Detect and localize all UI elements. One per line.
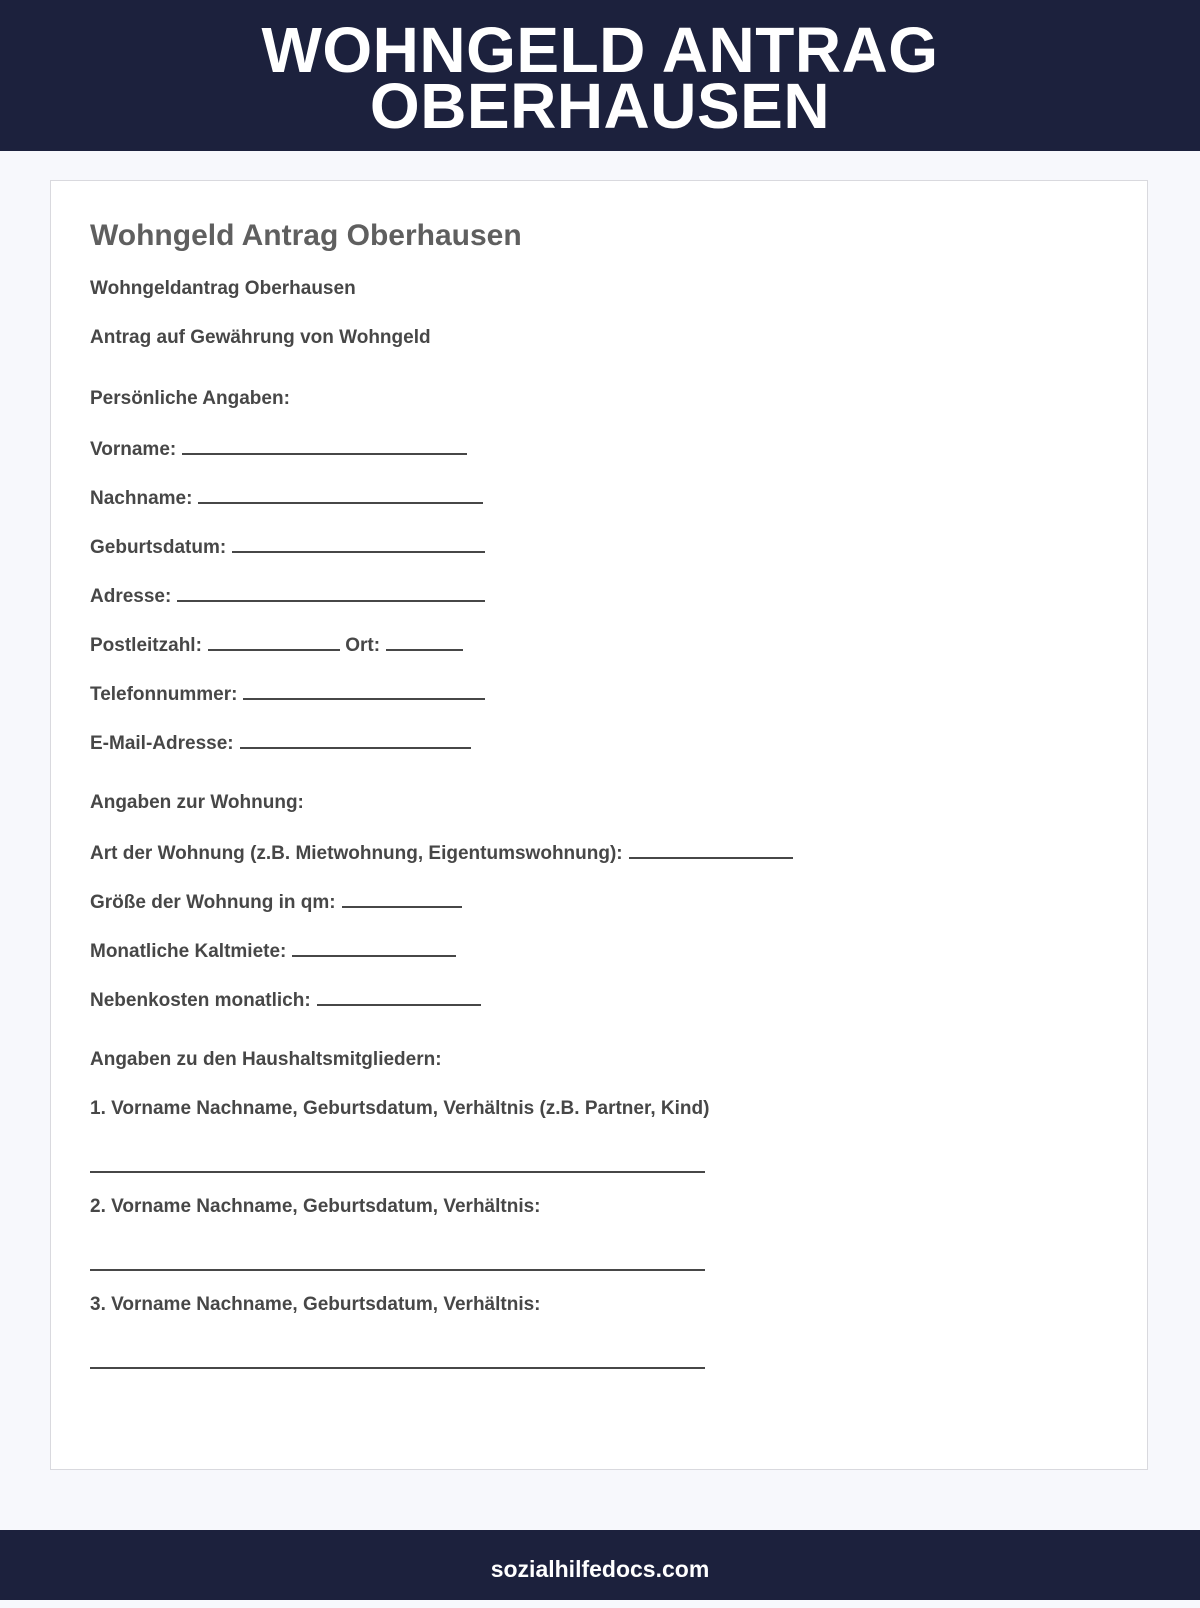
document-subtitle-text: Wohngeldantrag Oberhausen <box>90 278 356 299</box>
field-vorname-label: Vorname: <box>90 439 177 460</box>
household-member-2-blank[interactable] <box>90 1269 705 1271</box>
field-email-blank[interactable] <box>240 731 471 749</box>
household-member-3-blank[interactable] <box>90 1367 705 1369</box>
field-wohnungsart <box>90 841 793 865</box>
field-kaltmiete <box>90 939 456 963</box>
household-member-3-text: 3. Vorname Nachname, Geburtsdatum, Verhältnis: <box>90 1294 541 1315</box>
field-wohnungsart-label: Art der Wohnung (z.B. Mietwohnung, Eigentumswohnung): <box>90 843 623 864</box>
document-title: Wohngeld Antrag Oberhausen <box>90 219 522 252</box>
household-member-1-blank[interactable] <box>90 1171 705 1173</box>
field-nebenkosten-label: Nebenkosten monatlich: <box>90 990 311 1011</box>
field-adresse-label: Adresse: <box>90 586 172 607</box>
document-intro-text: Antrag auf Gewährung von Wohngeld <box>90 327 431 348</box>
section-heading-household <box>90 1049 442 1071</box>
field-nachname <box>90 486 483 510</box>
field-geburtsdatum <box>90 535 485 559</box>
household-member-2-label <box>90 1196 541 1218</box>
field-postleitzahl-label: Postleitzahl: <box>90 635 202 656</box>
field-email <box>90 731 471 755</box>
household-member-1-text: 1. Vorname Nachname, Geburtsdatum, Verhältnis (z.B. Partner, Kind) <box>90 1098 710 1119</box>
section-heading-apartment-text: Angaben zur Wohnung: <box>90 792 304 813</box>
field-kaltmiete-blank[interactable] <box>292 939 456 957</box>
field-postleitzahl-ort <box>90 633 463 657</box>
field-telefon-label: Telefonnummer: <box>90 684 238 705</box>
field-ort-label: Ort: <box>345 635 381 656</box>
section-heading-apartment <box>90 792 304 814</box>
field-geburtsdatum-label: Geburtsdatum: <box>90 537 227 558</box>
household-member-3-label <box>90 1294 541 1316</box>
footer-bar <box>0 1530 1200 1600</box>
banner-title-line1: WOHNGELD ANTRAG <box>261 14 939 86</box>
field-ort-blank[interactable] <box>386 633 463 651</box>
section-heading-household-text: Angaben zu den Haushaltsmitgliedern: <box>90 1049 442 1070</box>
field-groesse-blank[interactable] <box>342 890 462 908</box>
section-heading-personal-text: Persönliche Angaben: <box>90 388 290 409</box>
field-kaltmiete-label: Monatliche Kaltmiete: <box>90 941 287 962</box>
field-vorname <box>90 437 467 461</box>
field-vorname-blank[interactable] <box>182 437 467 455</box>
field-nachname-label: Nachname: <box>90 488 193 509</box>
field-email-label: E-Mail-Adresse: <box>90 733 234 754</box>
document-subtitle <box>90 278 356 300</box>
field-nachname-blank[interactable] <box>198 486 483 504</box>
footer-site-link[interactable]: sozialhilfedocs.com <box>490 1556 710 1582</box>
document-intro <box>90 327 431 349</box>
field-telefon <box>90 682 485 706</box>
household-member-1-label <box>90 1098 709 1120</box>
field-telefon-blank[interactable] <box>243 682 485 700</box>
field-adresse <box>90 584 485 608</box>
field-groesse-label: Größe der Wohnung in qm: <box>90 892 336 913</box>
field-wohnungsart-blank[interactable] <box>629 841 793 859</box>
banner-title <box>0 0 1200 142</box>
household-member-2-text: 2. Vorname Nachname, Geburtsdatum, Verhältnis: <box>90 1196 541 1217</box>
field-groesse <box>90 890 462 914</box>
field-nebenkosten-blank[interactable] <box>317 988 481 1006</box>
banner-title-line2: OBERHAUSEN <box>369 70 831 142</box>
field-adresse-blank[interactable] <box>177 584 485 602</box>
field-nebenkosten <box>90 988 481 1012</box>
field-postleitzahl-blank[interactable] <box>208 633 340 651</box>
header-banner <box>0 0 1200 151</box>
section-heading-personal <box>90 388 290 410</box>
form-card <box>50 180 1148 1470</box>
field-geburtsdatum-blank[interactable] <box>232 535 485 553</box>
